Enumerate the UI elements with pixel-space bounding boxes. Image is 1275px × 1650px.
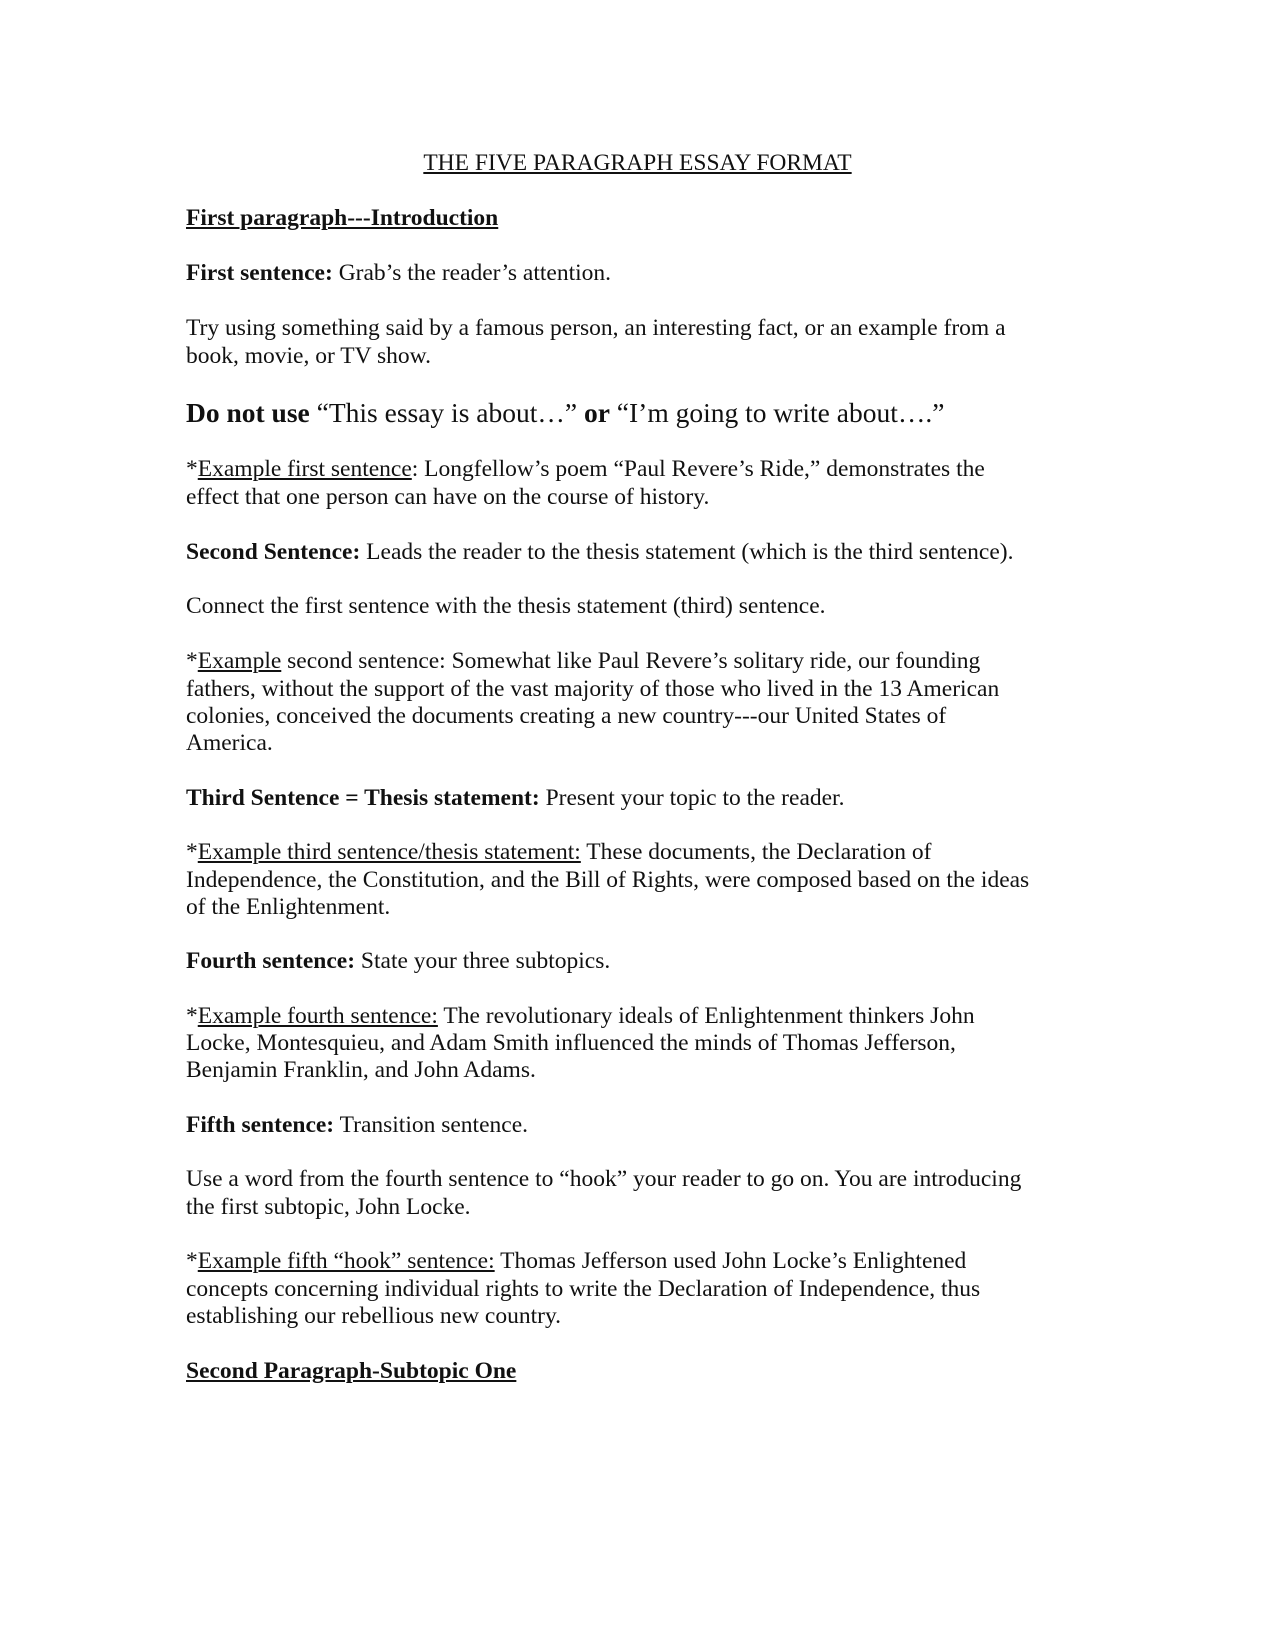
second-sentence-line: [186, 538, 1014, 566]
third-sentence-text: Present your topic to the reader.: [539, 785, 845, 811]
do-not-use-quote-2: “I’m going to write about….”: [609, 397, 945, 428]
example-third-line-1: [186, 838, 931, 866]
page-title: THE FIVE PARAGRAPH ESSAY FORMAT: [423, 150, 852, 176]
example-second-line-2: fathers, without the support of the vast majority of those who lived in the 13 American: [186, 676, 1000, 702]
second-sentence-text: Leads the reader to the thesis statement (which is the third sentence).: [360, 539, 1014, 565]
example-star: *: [186, 1248, 198, 1274]
do-not-use-label: Do not use: [186, 397, 310, 428]
try-using-line-1: Try using something said by a famous person, an interesting fact, or an example from a: [186, 315, 1006, 341]
first-sentence-label: First sentence:: [186, 260, 333, 286]
third-sentence-line: [186, 784, 844, 812]
example-first-label: Example first sentence: [197, 456, 412, 482]
example-second-line-1: [186, 647, 980, 675]
do-not-use-or: or: [583, 397, 610, 428]
use-word-line-1: Use a word from the fourth sentence to “hook” your reader to go on. You are introducing: [186, 1166, 1022, 1192]
section-heading-introduction: First paragraph---Introduction: [186, 205, 499, 231]
fifth-sentence-line: [186, 1111, 528, 1139]
section-heading-subtopic-one: Second Paragraph-Subtopic One: [186, 1358, 517, 1384]
example-second-label: Example: [197, 648, 282, 674]
example-fourth-line-2: Locke, Montesquieu, and Adam Smith influenced the minds of Thomas Jefferson,: [186, 1030, 956, 1056]
first-sentence-text: Grab’s the reader’s attention.: [332, 260, 612, 286]
example-third-line-2: Independence, the Constitution, and the Bill of Rights, were composed based on the ideas: [186, 867, 1030, 893]
example-third-label: Example third sentence/thesis statement:: [197, 839, 581, 865]
example-second-text: second sentence: Somewhat like Paul Revere’s solitary ride, our founding: [281, 648, 981, 674]
example-star: *: [186, 456, 198, 482]
fifth-sentence-label: Fifth sentence:: [186, 1112, 335, 1138]
example-first-line-2: effect that one person can have on the course of history.: [186, 484, 710, 510]
fourth-sentence-text: State your three subtopics.: [355, 948, 611, 974]
do-not-use-quote-1: “This essay is about…”: [309, 397, 584, 428]
second-sentence-label: Second Sentence:: [186, 539, 361, 565]
example-star: *: [186, 648, 198, 674]
example-second-line-3: colonies, conceived the documents creating a new country---our United States of: [186, 703, 947, 729]
third-sentence-label: Third Sentence = Thesis statement:: [186, 785, 540, 811]
example-fifth-text: Thomas Jefferson used John Locke’s Enlightened: [494, 1248, 967, 1274]
use-word-line-2: the first subtopic, John Locke.: [186, 1194, 471, 1220]
fourth-sentence-line: [186, 947, 610, 975]
first-sentence-line: [186, 259, 611, 287]
example-second-line-4: America.: [186, 730, 273, 756]
example-fourth-text: The revolutionary ideals of Enlightenment thinkers John: [437, 1003, 975, 1029]
example-first-text: : Longfellow’s poem “Paul Revere’s Ride,” demonstrates the: [411, 456, 985, 482]
example-third-text: These documents, the Declaration of: [580, 839, 932, 865]
example-fourth-line-1: [186, 1002, 975, 1030]
example-first-line-1: [186, 455, 985, 483]
example-star: *: [186, 1003, 198, 1029]
example-fourth-line-3: Benjamin Franklin, and John Adams.: [186, 1057, 536, 1083]
example-star: *: [186, 839, 198, 865]
example-fourth-label: Example fourth sentence:: [197, 1003, 438, 1029]
example-fifth-line-2: concepts concerning individual rights to write the Declaration of Independence, thus: [186, 1276, 981, 1302]
do-not-use-line: [186, 397, 944, 429]
example-third-line-3: of the Enlightenment.: [186, 894, 391, 920]
example-fifth-label: Example fifth “hook” sentence:: [197, 1248, 495, 1274]
example-fifth-line-1: [186, 1247, 966, 1275]
example-fifth-line-3: establishing our rebellious new country.: [186, 1303, 562, 1329]
try-using-line-2: book, movie, or TV show.: [186, 343, 432, 369]
fifth-sentence-text: Transition sentence.: [334, 1112, 529, 1138]
fourth-sentence-label: Fourth sentence:: [186, 948, 356, 974]
connect-line: Connect the first sentence with the thesis statement (third) sentence.: [186, 593, 826, 619]
